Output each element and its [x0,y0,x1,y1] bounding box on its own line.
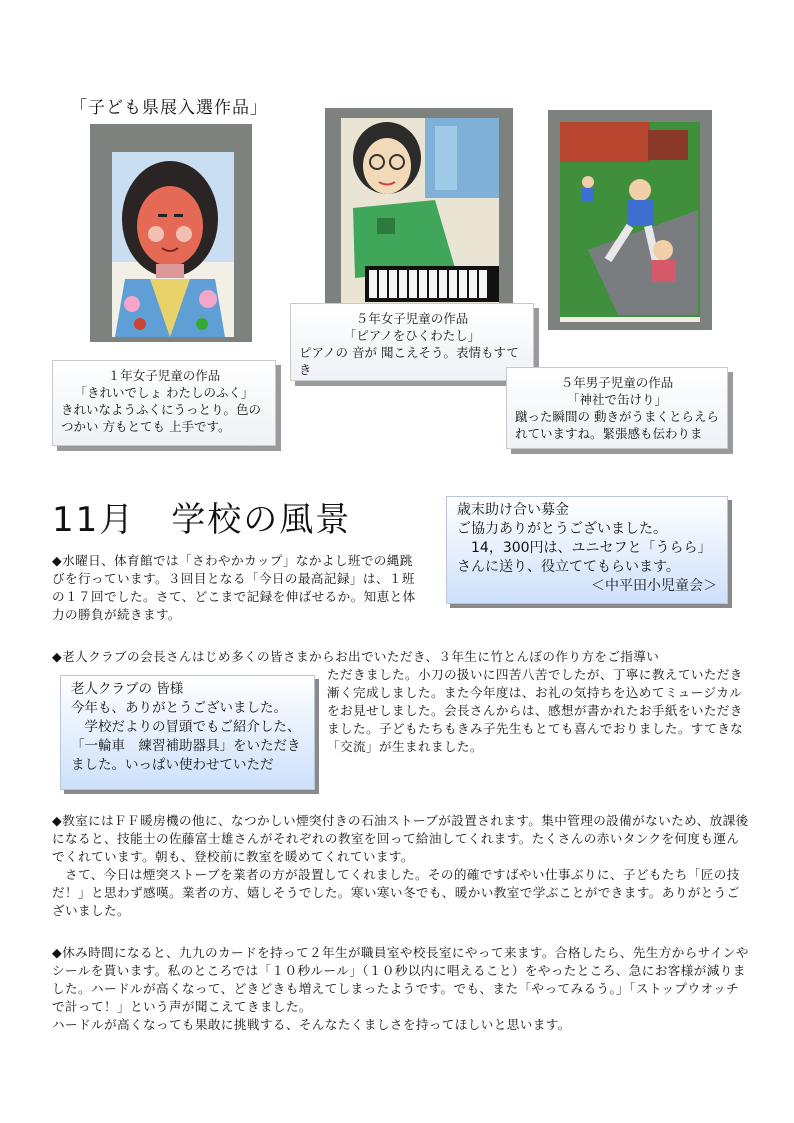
elder-box-title: 老人クラブの 皆様 [71,681,184,697]
caption-3-name: 「神社で缶けり」 [566,392,667,407]
caption-3-label: ５年男子児童の作品 [560,375,674,390]
artwork-3-photo [548,110,712,330]
paragraph-elders-text-top: ◆老人クラブの会長さんはじめ多くの皆さまからお出でいただき、３年生に竹とんぼの作り方をご指導い [52,649,660,664]
paragraph-multiplication [52,944,752,1034]
shrine-drawing [548,110,712,330]
paragraph-multiplication-text: ◆休み時間になると、九九のカードを持って２年生が職員室や校長室にやって来ます。合格したら、先生方からサインやシールを貰います。私のところでは「１０秒ルール」（１０秒以内に唱えること）をやったところ、急にお客様が減りました。ハードルが高くなって、どきどきも増えてしまったようです。でも、また「やってみるう。」「ストップウオッチで計って！」という声が聞こえてきました。 [52,945,749,1014]
caption-1-label: １年女子児童の作品 [107,368,221,383]
portrait-drawing [90,124,252,342]
caption-2-name: 「ピアノをひくわたし」 [343,328,481,343]
paragraph-stove-text-2: さて、今日は煙突ストーブを業者の方が設置してくれました。その的確ですばやい仕事ぶりに、子どもたち「匠の技だ！」と思わず感嘆。業者の方、嬉しそうでした。寒い寒い冬でも、暖かい教室で学ぶことができます。ありがとうございました。 [52,867,740,918]
paragraph-elders-text-rest: ただきました。小刀の扱いに四苦八苦でしたが、丁寧に教えていただき漸く完成しました。また今年度は、お礼の気持ちを込めてミュージカルをお見せしました。会長さんからは、感想が書かれたお手紙をいただきました。子どもたちもきみ子先生もとても喜んでおりました。すてきな「交流」が生まれました。 [327,667,744,754]
artwork-2-photo [325,108,513,308]
exhibit-title: 「子ども県展入選作品」 [70,98,268,118]
page-heading: 11月 学校の風景 [52,500,352,540]
caption-box-3 [506,367,728,449]
elder-box-thanks: 今年も、ありがとうございました。 [71,700,287,716]
donation-detail: 14，300円は、ユニセフと「うらら」さんに送り、役立ててもらいます。 [457,540,712,575]
caption-1-name: 「きれいでしょ わたしのふく」 [74,385,254,400]
elder-box-detail: 学校だよりの冒頭でもご紹介した、「一輪車 練習補助器具」をいただきました。いっぱい使わせていただ [71,719,301,773]
paragraph-elders-rest [327,666,747,756]
paragraph-jumprope [52,552,424,624]
paragraph-jumprope-text: ◆水曜日、体育館では「さわやかカップ」なかよし班での縄跳びを行っています。３回目となる「今日の最高記録」は、１班の１７回でした。さて、どこまで記録を伸ばせるか。知恵と体力の勝負が続きます。 [52,553,416,622]
caption-box-2 [290,303,534,381]
paragraph-elders-top [52,648,752,666]
caption-2-label: ５年女子児童の作品 [355,311,469,326]
elder-thanks-box [60,675,315,790]
donation-title: 歳末助け合い募金 [457,502,569,518]
caption-3-comment: 蹴った瞬間の 動きがうまくとらえられていますね。緊張感も伝わりま [515,409,719,441]
piano-drawing [325,108,513,308]
paragraph-multiplication-text-2: ハードルが高くなっても果敢に挑戦する、そんなたくましさを持ってほしいと思います。 [52,1017,571,1032]
artwork-1-photo [90,124,252,342]
paragraph-stove [52,812,752,920]
donation-thanks: ご協力ありがとうございました。 [457,521,667,537]
paragraph-stove-text: ◆教室にはＦＦ暖房機の他に、なつかしい煙突付きの石油ストーブが設置されます。集中管理の設備がないため、放課後になると、技能士の佐藤富士雄さんがそれぞれの教室を回って給油してくれます。たくさんの赤いタンクを何度も運んでくれています。朝も、登校前に教室を暖めてくれています。 [52,813,749,864]
donation-signature: ＜中平田小児童会＞ [591,578,717,594]
caption-box-1 [52,360,276,446]
caption-2-comment: ピアノの 音が 聞こえそう。表情もすてき [299,345,519,377]
donation-box [446,496,728,604]
caption-1-comment: きれいなようふくにうっとり。色のつかい 方もとても 上手です。 [61,402,262,434]
